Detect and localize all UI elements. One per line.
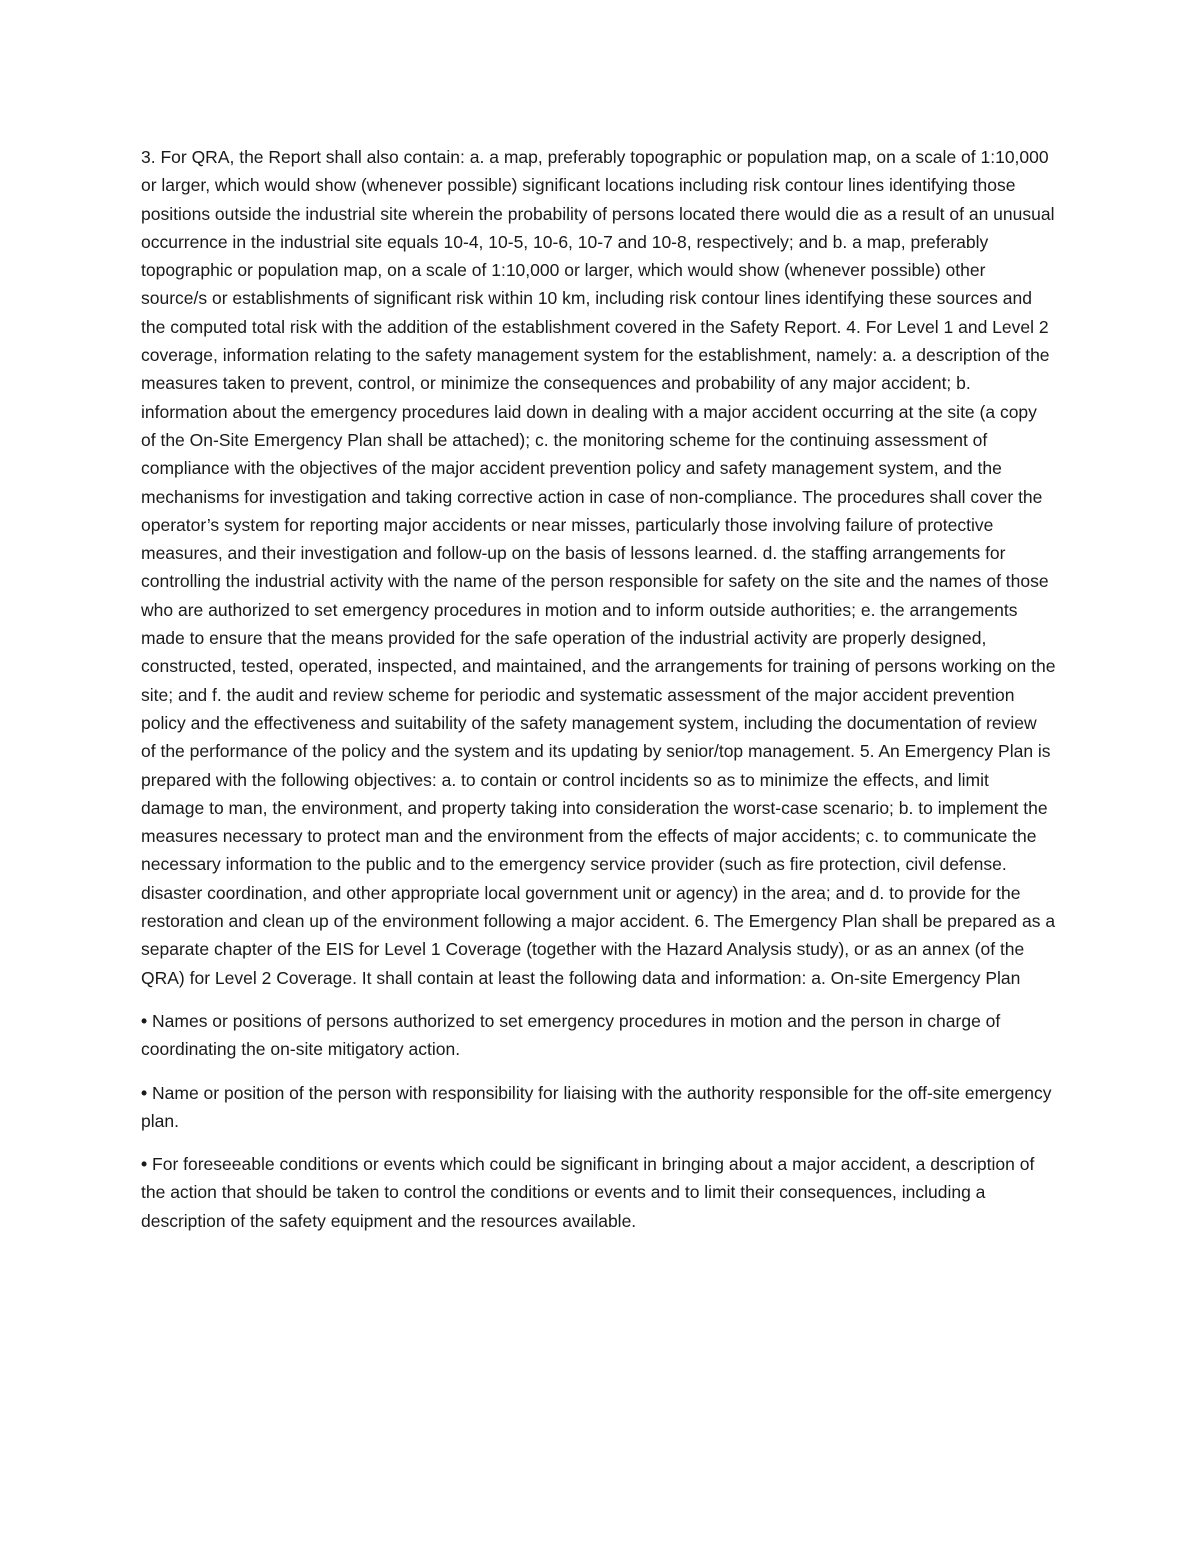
bullet-item-3 [141,1150,1056,1235]
bullet-icon: • [141,1154,148,1175]
bullet-text: Names or positions of persons authorized to set emergency procedures in motion and the person in charge of coordinating the on-site mitigatory action. [141,1010,1001,1060]
bullet-item-1 [141,1007,1056,1064]
bullet-icon: • [141,1082,148,1103]
document-body [141,143,1056,1250]
bullet-icon: • [141,1010,148,1031]
bullet-text: Name or position of the person with responsibility for liaising with the authority responsible for the off-site emergency plan. [141,1082,1052,1131]
bullet-item-2 [141,1079,1056,1136]
bullet-text: For foreseeable conditions or events which could be significant in bringing about a major accident, a description of the action that should be taken to control the conditions or events and to limit their consequences, including a description of the safety equipment and the resources available. [141,1154,1035,1231]
main-paragraph: 3. For QRA, the Report shall also contain: a. a map, preferably topographic or population map, on a scale of 1:10,000 or larger, which would show (whenever possible) significant locations including risk contour lines identifying those positions outside the industrial site wherein the probability of persons located there would die as a result of an unusual occurrence in the industrial site equals 10-4, 10-5, 10-6, 10-7 and 10-8, respectively; and b. a map, preferably topographic or population map, on a scale of 1:10,000 or larger, which would show (whenever possible) other source/s or establishments of significant risk within 10 km, including risk contour lines identifying these sources and the computed total risk with the addition of the establishment covered in the Safety Report. 4. For Level 1 and Level 2 coverage, information relating to the safety management system for the establishment, namely: a. a description of the measures taken to prevent, control, or minimize the consequences and probability of any major accident; b. information about the emergency procedures laid down in dealing with a major accident occurring at the site (a copy of the On-Site Emergency Plan shall be attached); c. the monitoring scheme for the continuing assessment of compliance with the objectives of the major accident prevention policy and safety management system, and the mechanisms for investigation and taking corrective action in case of non-compliance. The procedures shall cover the operator’s system for reporting major accidents or near misses, particularly those involving failure of protective measures, and their investigation and follow-up on the basis of lessons learned. d. the staffing arrangements for controlling the industrial activity with the name of the person responsible for safety on the site and the names of those who are authorized to set emergency procedures in motion and to inform outside authorities; e. the arrangements made to ensure that the means provided for the safe operation of the industrial activity are properly designed, constructed, tested, operated, inspected, and maintained, and the arrangements for training of persons working on the site; and f. the audit and review scheme for periodic and systematic assessment of the major accident prevention policy and the effectiveness and suitability of the safety management system, including the documentation of review of the performance of the policy and the system and its updating by senior/top management. 5. An Emergency Plan is prepared with the following objectives: a. to contain or control incidents so as to minimize the effects, and limit damage to man, the environment, and property taking into consideration the worst-case scenario; b. to implement the measures necessary to protect man and the environment from the effects of major accidents; c. to communicate the necessary information to the public and to the emergency service provider (such as fire protection, civil defense. disaster coordination, and other appropriate local government unit or agency) in the area; and d. to provide for the restoration and clean up of the environment following a major accident. 6. The Emergency Plan shall be prepared as a separate chapter of the EIS for Level 1 Coverage (together with the Hazard Analysis study), or as an annex (of the QRA) for Level 2 Coverage. It shall contain at least the following data and information: a. On-site Emergency Plan [141,147,1056,988]
